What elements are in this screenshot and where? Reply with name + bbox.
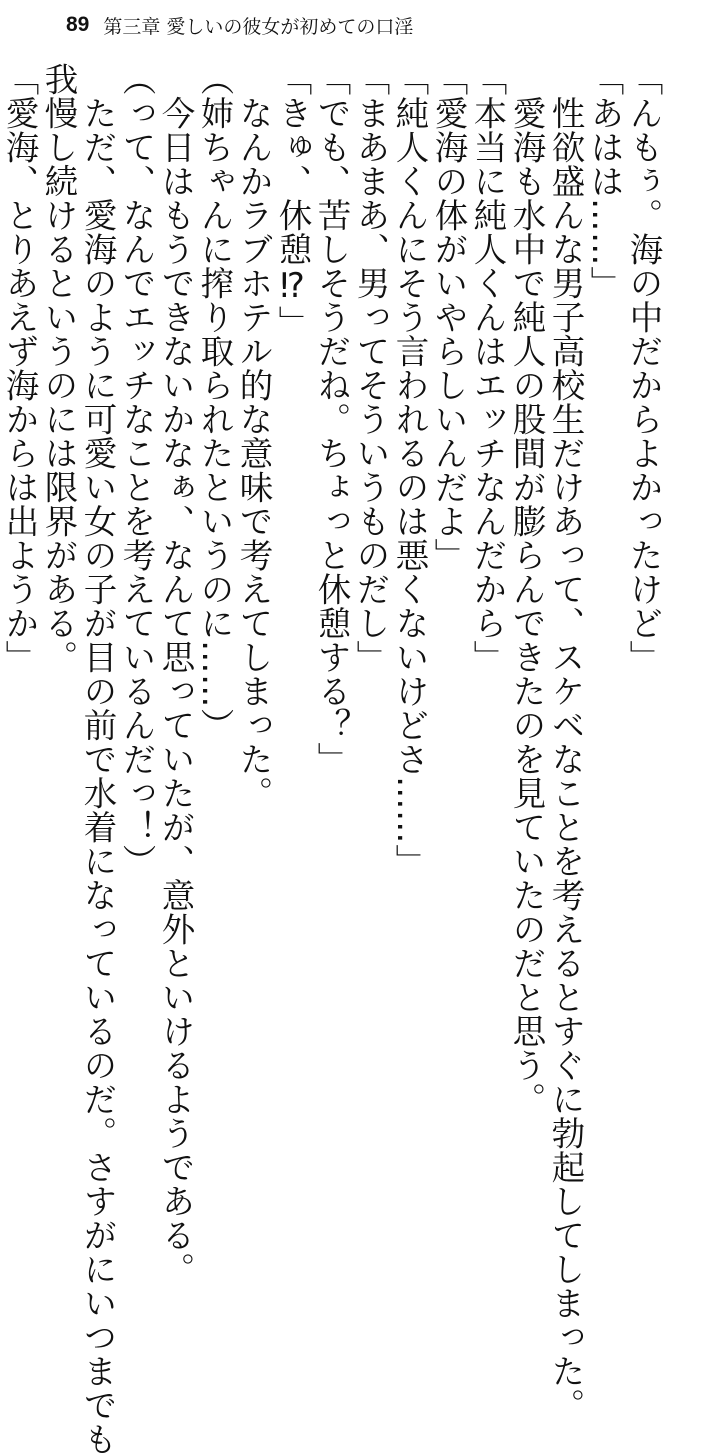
text-line: 愛海も水中で純人の股間が膨らんできたのを見ていたのだと思う。: [507, 62, 546, 1116]
text-line: 「でも、苦しそうだね。ちょっと休憩する？」: [312, 62, 351, 776]
page-number: 89: [66, 13, 90, 36]
text-line: 「本当に純人くんはエッチなんだから」: [468, 62, 507, 674]
text-line: 「んもぅ。海の中だからよかったけど」: [624, 62, 663, 674]
text-line: （って、なんでエッチなことを考えているんだっ！）: [117, 62, 156, 878]
running-head: 第三章 愛しいの彼女が初めての口淫: [103, 15, 414, 38]
body-text: [0, 62, 663, 1456]
text-line: 我慢し続けるというのには限界がある。: [39, 62, 78, 674]
text-line: 「純人くんにそう言われるのは悪くないけどさ……」: [390, 62, 429, 878]
text-line: 今日はもうできないかなぁ、なんて思っていたが、意外といけるようである。: [156, 62, 195, 1286]
text-line: 「あはは……」: [585, 62, 624, 300]
text-line: 性欲盛んな男子高校生だけあって、スケベなことを考えるとすぐに勃起してしまった。: [546, 62, 585, 1422]
text-line: 「まあまあ、男ってそういうものだし」: [351, 62, 390, 674]
text-line: ただ、愛海のように可愛い女の子が目の前で水着になっているのだ。さすがにいつまでも: [78, 62, 117, 1456]
text-line: （姉ちゃんに搾り取られたというのに……）: [195, 62, 234, 742]
page-header: [66, 10, 413, 40]
text-line: 「愛海、とりあえず海からは出ようか」: [0, 62, 39, 674]
text-line: 「愛海の体がいやらしいんだよ」: [429, 62, 468, 572]
text-line: なんかラブホテル的な意味で考えてしまった。: [234, 62, 273, 810]
text-line: 「きゅ、休憩⁉」: [273, 62, 312, 340]
